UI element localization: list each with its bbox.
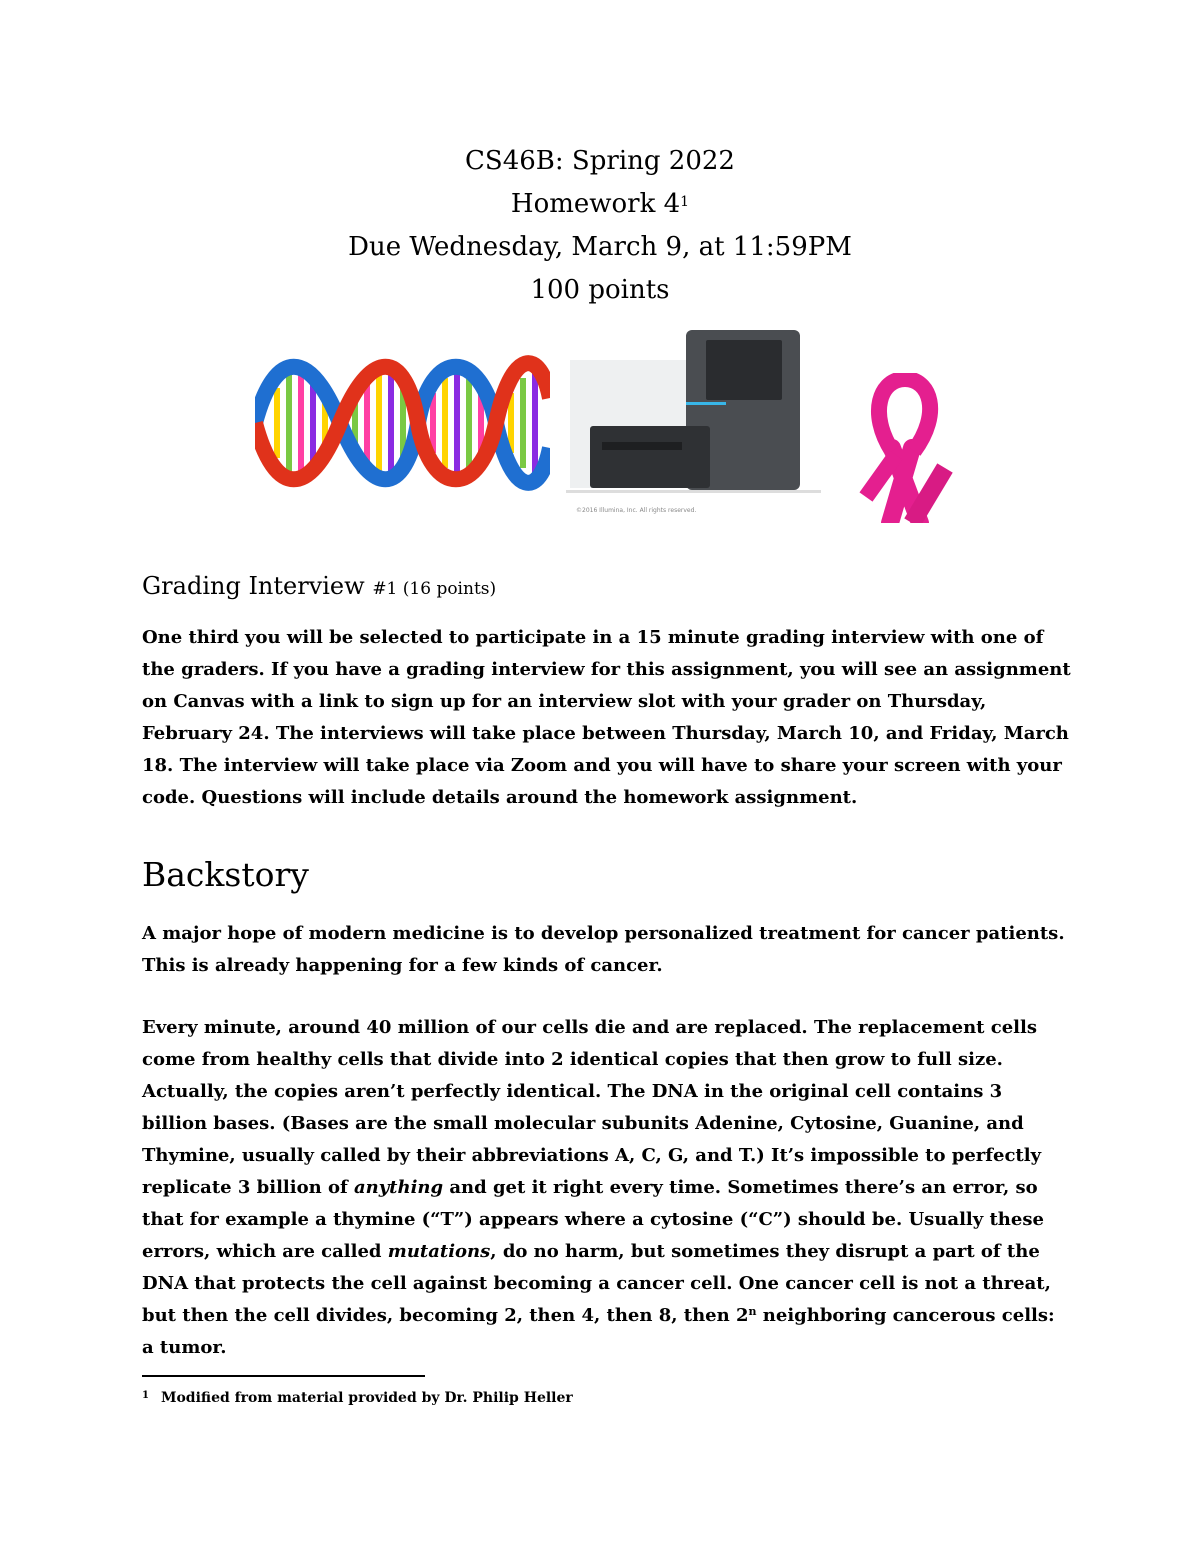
footnote-reference: 1 [680, 194, 690, 210]
backstory-text-a: Every minute, around 40 million of our cells die and are replaced. The replacement cells come from healthy cells that divide into 2 identical copies that then grow to full size. Actually, the copies aren’t perfectly identical. The DNA in the original cell contains 3 billion bases. (Bases are the small molecular subunits Adenine, Cytosine, Guanine, and Thymine, usually called by their abbreviations A, C, G, and T.) It’s impossible to perfectly replicate 3 billion of [142, 1017, 1042, 1198]
grading-interview-heading [142, 572, 496, 600]
dna-helix-image [255, 348, 550, 498]
dna-sequencer-image [566, 318, 821, 528]
backstory-paragraph-1: A major hope of modern medicine is to develop personalized treatment for cancer patients. This is already happening for a few kinds of cancer. [142, 923, 1065, 976]
footnote-divider [142, 1375, 425, 1377]
pink-ribbon-image [850, 373, 960, 523]
illustration-row [0, 318, 1200, 528]
emphasis-anything: anything [353, 1177, 444, 1198]
footnote-text: Modified from material provided by Dr. Philip Heller [160, 1390, 573, 1406]
due-date: Due Wednesday, March 9, at 11:59PM [348, 232, 852, 262]
backstory-text-b: and get it right every time. Sometimes there’s an error, so that for example a thymine (“T”) appears where a cytosine (“C”) should be. Usually these errors, which are called [142, 1177, 1044, 1262]
backstory-paragraph-2 [142, 1012, 1072, 1364]
backstory-text-d: neighboring cancerous cells: a tumor. [142, 1305, 1055, 1358]
grading-heading-points: #1 (16 points) [372, 579, 497, 599]
total-points: 100 points [530, 275, 670, 305]
grading-heading-label: Grading Interview [142, 572, 373, 600]
course-title: CS46B: Spring 2022 [465, 146, 735, 176]
backstory-text-c: , do no harm, but sometimes they disrupt a part of the DNA that protects the cell against becoming a cancer cell. One cancer cell is not a threat, but then the cell divides, becoming 2, then 4, then 8, then 2 [142, 1241, 1051, 1326]
grading-interview-paragraph: One third you will be selected to participate in a 15 minute grading interview with one of the graders. If you have a grading interview for this assignment, you will see an assignment on Canvas with a link to sign up for an interview slot with your grader on Thursday, February 24. The interviews will take place between Thursday, March 10, and Friday, March 18. The interview will take place via Zoom and you will have to share your screen with your code. Questions will include details around the homework assignment. [142, 627, 1071, 808]
document-header [0, 140, 1200, 312]
footnote-marker: 1 [142, 1390, 149, 1401]
emphasis-mutations: mutations [387, 1241, 491, 1262]
backstory-heading: Backstory [142, 855, 309, 894]
footnote [142, 1390, 573, 1406]
homework-label: Homework 4 [510, 189, 681, 219]
exponent-n: n [748, 1305, 757, 1318]
homework-title [0, 183, 1200, 226]
sequencer-copyright: ©2016 Illumina, Inc. All rights reserved. [576, 507, 697, 514]
